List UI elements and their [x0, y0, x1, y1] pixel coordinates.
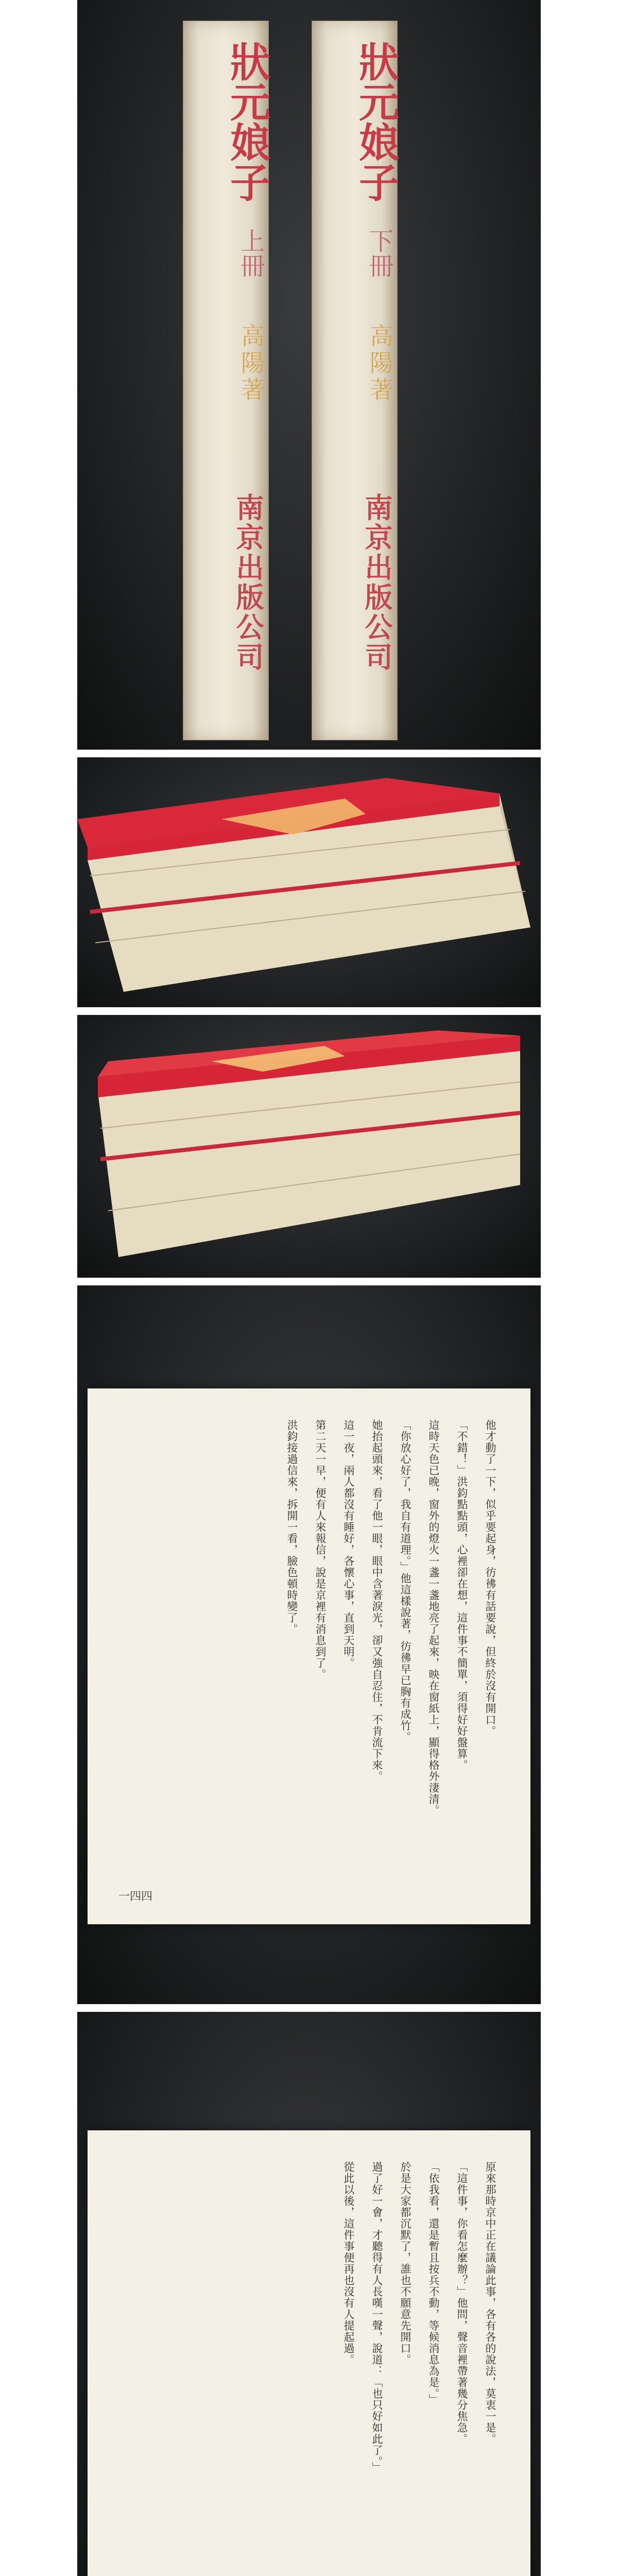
- page-paragraph: 她抬起頭來，看了他一眼，眼中含著淚光，卻又強自忍住，不肯流下來。: [371, 1419, 383, 1782]
- page-paragraph: 於是大家都沉默了，誰也不願意先開口。: [399, 2161, 411, 2365]
- spine-title: 狀元娘子: [352, 41, 399, 202]
- page-paragraph: 原來那時京中正在議論此事，各有各的說法，莫衷一是。: [484, 2161, 496, 2445]
- spine-volume-label: 上冊: [236, 228, 265, 278]
- page-paragraph: 第二天一早，便有人來報信，說是京裡有消息到了。: [314, 1419, 327, 1680]
- page-paragraph: 「這件事，你看怎麼辦？」他問，聲音裡帶著幾分焦急。: [456, 2161, 468, 2445]
- page-paragraph: 過了好一會，才聽得有人長嘆一聲，說道：「也只好如此了。」: [371, 2161, 383, 2473]
- stack-photo-side: [77, 1015, 541, 1278]
- spine-author: 高陽著: [366, 324, 394, 404]
- open-page-photo-2: [77, 2012, 541, 2576]
- book-page: [88, 2130, 530, 2576]
- page-text-block: [108, 2161, 510, 2576]
- page-paragraph: 這一夜，兩人都沒有睡好，各懷心事，直到天明。: [342, 1419, 355, 1669]
- stack-photo-front: [77, 757, 541, 1007]
- page-text-block: [108, 1419, 510, 1883]
- spine-author: 高陽著: [237, 324, 265, 404]
- page-number: 一四四: [118, 1890, 153, 1903]
- page-paragraph: 「不錯！」洪鈞點點頭，心裡卻在想，這件事不簡單，須得好好盤算。: [456, 1419, 468, 1771]
- book-stack-illustration: [77, 1015, 541, 1278]
- page-paragraph: 他才動了一下，似乎要起身，彷彿有話要說，但終於沒有開口。: [484, 1419, 496, 1737]
- open-page-photo-1: [77, 1285, 541, 2004]
- page-paragraph: 從此以後，這件事便再也沒有人提起過。: [342, 2161, 355, 2365]
- spine-upper-volume: [183, 21, 269, 740]
- spine-publisher: 南京出版公司: [232, 493, 265, 672]
- spine-volume-label: 下冊: [365, 228, 393, 278]
- page-paragraph: 這時天色已晚，窗外的燈火一盞一盞地亮了起來，映在窗紙上，顯得格外淒清。: [427, 1419, 440, 1816]
- spine-publisher: 南京出版公司: [360, 493, 393, 672]
- page-paragraph: 「你放心好了，我自有道理。」他這樣說著，彷彿早已胸有成竹。: [399, 1419, 411, 1743]
- spines-photo: [77, 0, 541, 750]
- page-paragraph: 洪鈞接過信來，拆開一看，臉色頓時變了。: [286, 1419, 298, 1635]
- book-page: [88, 1388, 530, 1924]
- page-paragraph: 「依我看，還是暫且按兵不動，等候消息為是。」: [427, 2161, 440, 2405]
- book-stack-illustration: [77, 757, 541, 1007]
- spine-title: 狀元娘子: [224, 41, 270, 202]
- spine-lower-volume: [312, 21, 398, 740]
